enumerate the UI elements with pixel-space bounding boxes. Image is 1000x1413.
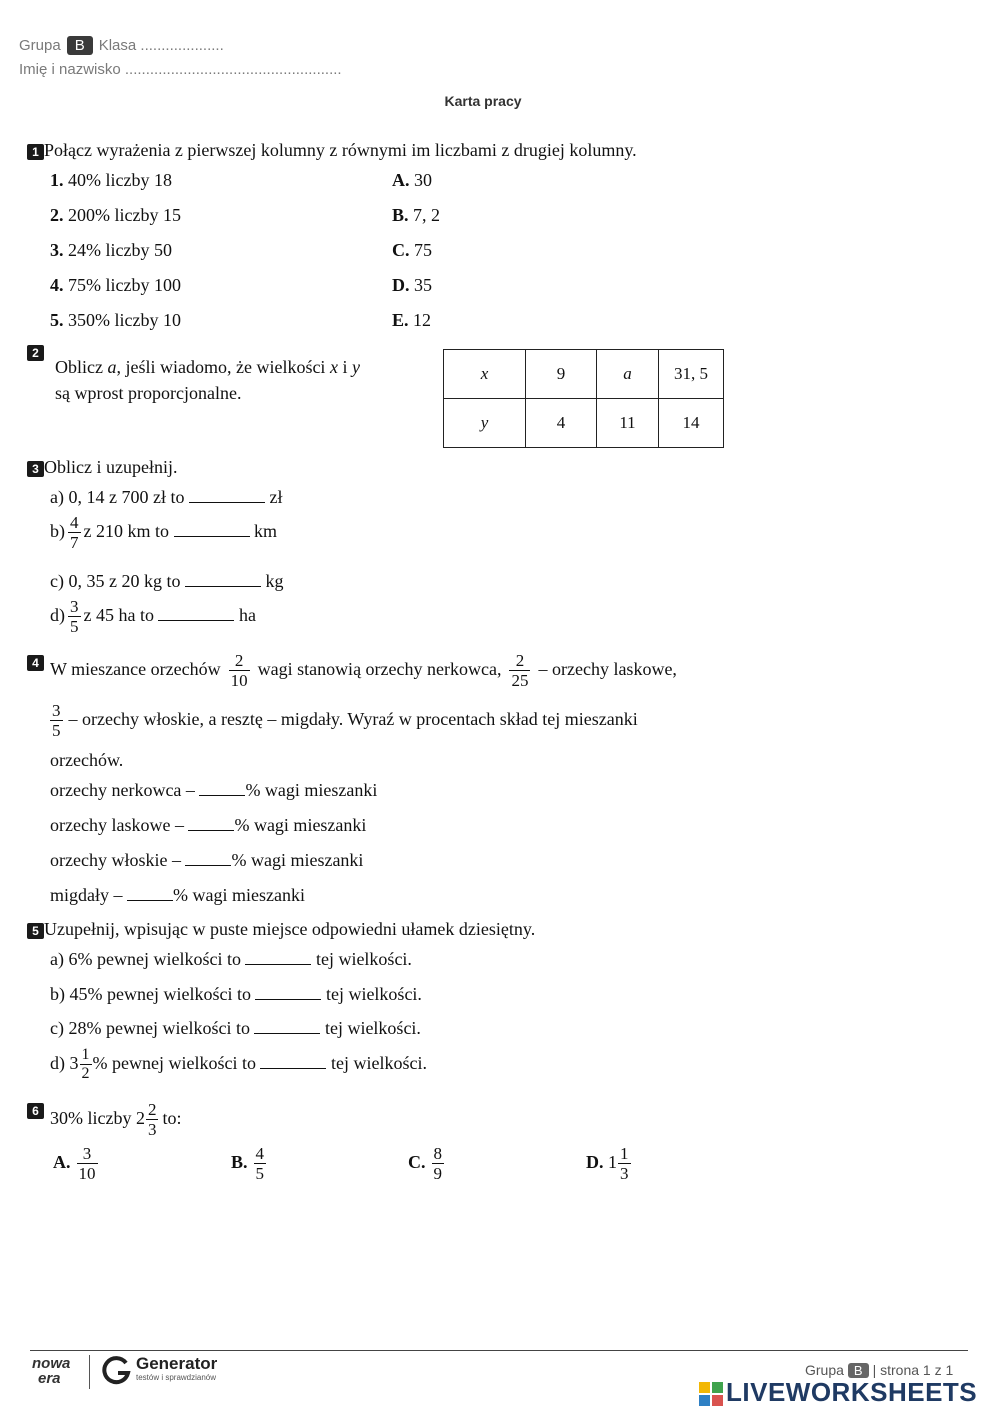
table-row: x 9 a 31, 5 <box>444 350 724 399</box>
fraction: $\frac{3}{10}$ <box>78 1144 96 1183</box>
fraction: $\frac{4}{5}$ <box>255 1144 265 1183</box>
liveworksheets-logo <box>698 1381 724 1412</box>
group-line <box>19 36 224 55</box>
answer-option-d[interactable]: D. 1 $\frac{1}{3}$ <box>586 1144 629 1183</box>
answer-blank[interactable] <box>174 522 250 537</box>
task-4-prompt-line2: $\frac{3}{5}$ – orzechy włoskie, a resztę – migdały. Wyraź w procentach skład tej mieszanki <box>52 701 638 740</box>
fraction: $\frac{2}{25}$ <box>511 651 529 690</box>
task-number: 6 <box>27 1103 44 1119</box>
list-item[interactable]: B. 7, 2 <box>392 205 441 225</box>
answer-blank[interactable] <box>189 488 265 503</box>
list-item[interactable]: 2. 200% liczby 15 <box>50 205 181 225</box>
task-number: 2 <box>27 345 44 361</box>
task-number: 1 <box>27 144 44 160</box>
task-4-row: orzechy laskowe – % wagi mieszanki <box>50 815 367 835</box>
task-4-prompt-line3: orzechów. <box>50 750 124 770</box>
answer-blank[interactable] <box>254 1019 320 1034</box>
task-1-left-column <box>50 170 181 345</box>
group-badge: B <box>67 36 93 55</box>
task-number: 5 <box>27 923 44 939</box>
fraction: $\frac{4}{7}$ <box>70 513 79 552</box>
task-4-row: migdały – % wagi mieszanki <box>50 885 305 905</box>
task-5b: b) 45% pewnej wielkości to tej wielkości. <box>50 984 422 1004</box>
answer-option-b[interactable]: B. $\frac{4}{5}$ <box>231 1144 265 1183</box>
task-number: 4 <box>27 655 44 671</box>
class-field[interactable]: Klasa .................... <box>98 37 224 54</box>
list-item[interactable]: 5. 350% liczby 10 <box>50 310 181 330</box>
fraction: $\frac{2}{3}$ <box>147 1100 157 1139</box>
fraction: $\frac{3}{5}$ <box>52 701 61 740</box>
fraction: $\frac{1}{2}$ <box>81 1046 90 1082</box>
answer-blank[interactable] <box>127 886 173 901</box>
task-5d: d) 3 $\frac{1}{2}$ % pewnej wielkości to tej wielkości. <box>50 1046 427 1082</box>
task-3d: d) $\frac{3}{5}$ z 45 ha to ha <box>50 597 256 636</box>
page-title: Karta pracy <box>444 93 522 109</box>
name-field[interactable]: Imię i nazwisko .................................................... <box>19 61 342 78</box>
list-item[interactable]: D. 35 <box>392 275 432 295</box>
task-4-row: orzechy włoskie – % wagi mieszanki <box>50 850 364 870</box>
task-4-prompt-line1: W mieszance orzechów $\frac{2}{10}$ wagi stanowią orzechy nerkowca, $\frac{2}{25}$ – orzechy laskowe, <box>50 651 677 690</box>
answer-blank[interactable] <box>255 985 321 1000</box>
nowa-era-logo: nowa era <box>32 1355 71 1387</box>
answer-blank[interactable] <box>260 1054 326 1069</box>
answer-blank[interactable] <box>188 816 234 831</box>
task-3-prompt: 3 Oblicz i uzupełnij. <box>27 457 177 478</box>
table-row: y 4 11 14 <box>444 399 724 448</box>
task-3a: a) 0, 14 z 700 zł to zł <box>50 487 283 507</box>
task-3c: c) 0, 35 z 20 kg to kg <box>50 571 284 591</box>
logo-divider <box>89 1355 90 1389</box>
answer-blank[interactable] <box>185 572 261 587</box>
list-item[interactable]: E. 12 <box>392 310 432 330</box>
task-1-right-column <box>392 170 440 345</box>
task-number: 3 <box>27 461 44 477</box>
task-2-prompt: Oblicz a, jeśli wiadomo, że wielkości x i y są wprost proporcjonalne. <box>55 357 360 403</box>
fraction: $\frac{2}{10}$ <box>230 651 248 690</box>
task-5c: c) 28% pewnej wielkości to tej wielkości. <box>50 1018 421 1038</box>
fraction: $\frac{1}{3}$ <box>620 1144 629 1183</box>
task-5a: a) 6% pewnej wielkości to tej wielkości. <box>50 949 412 969</box>
task-3b: b) $\frac{4}{7}$ z 210 km to km <box>50 513 278 552</box>
answer-option-c[interactable]: C. $\frac{8}{9}$ <box>408 1144 442 1183</box>
list-item[interactable]: 3. 24% liczby 50 <box>50 240 172 260</box>
footer-page-info: Grupa B | strona 1 z 1 <box>805 1362 954 1378</box>
list-item[interactable]: C. 75 <box>392 240 432 260</box>
generator-logo: Generator testów i sprawdzianów <box>136 1354 218 1382</box>
proportion-table <box>443 349 724 448</box>
answer-blank[interactable] <box>199 781 245 796</box>
group-label: Grupa <box>19 37 61 54</box>
answer-option-a[interactable]: A. $\frac{3}{10}$ <box>53 1144 96 1183</box>
generator-logo-icon <box>100 1355 132 1392</box>
fraction: $\frac{8}{9}$ <box>433 1144 442 1183</box>
task-4-row: orzechy nerkowca – % wagi mieszanki <box>50 780 378 800</box>
fraction: $\frac{3}{5}$ <box>70 597 79 636</box>
task-6-prompt: 30% liczby 2 $\frac{2}{3}$ to: <box>50 1100 182 1139</box>
answer-blank[interactable] <box>158 606 234 621</box>
liveworksheets-icon <box>698 1381 724 1407</box>
list-item[interactable]: 1. 40% liczby 18 <box>50 170 172 190</box>
liveworksheets-text: LIVEWORKSHEETS <box>726 1377 978 1407</box>
answer-blank[interactable] <box>185 851 231 866</box>
list-item[interactable]: A. 30 <box>392 170 432 190</box>
task-5-prompt: 5 Uzupełnij, wpisując w puste miejsce odpowiedni ułamek dziesiętny. <box>27 919 535 940</box>
task-1-prompt: 1 Połącz wyrażenia z pierwszej kolumny z równymi im liczbami z drugiej kolumny. <box>27 140 637 161</box>
footer-divider <box>30 1350 968 1351</box>
list-item[interactable]: 4. 75% liczby 100 <box>50 275 181 295</box>
answer-blank[interactable] <box>245 950 311 965</box>
